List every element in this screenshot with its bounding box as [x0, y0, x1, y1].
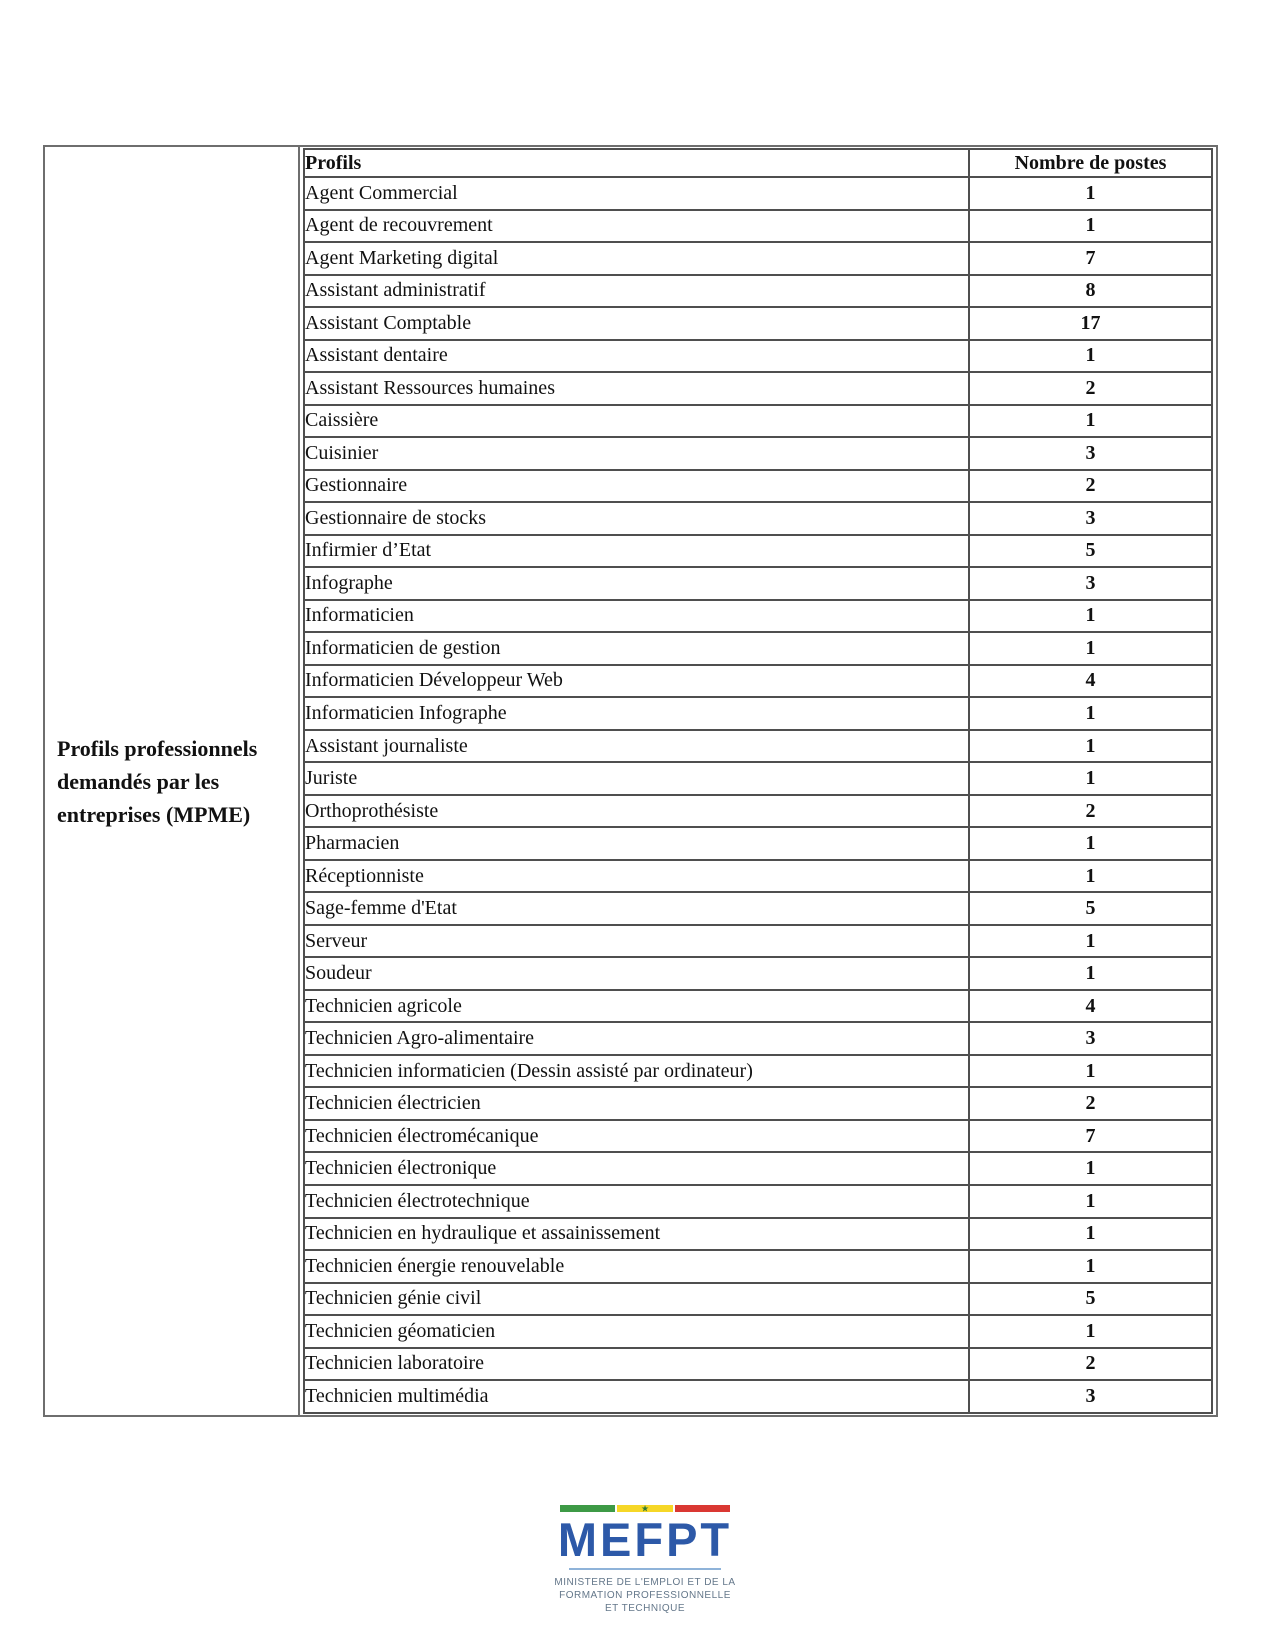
post-count-cell: 1: [969, 697, 1212, 730]
post-count-cell: 3: [969, 502, 1212, 535]
post-count-cell: 2: [969, 1348, 1212, 1381]
ministry-name: [495, 1576, 795, 1615]
table-row: [304, 1087, 1212, 1120]
profile-name-cell: Soudeur: [304, 957, 969, 990]
table-row: [304, 1218, 1212, 1251]
profile-name-cell: Technicien informaticien (Dessin assisté par ordinateur): [304, 1055, 969, 1088]
post-count-cell: 1: [969, 210, 1212, 243]
profile-name-cell: Technicien électrotechnique: [304, 1185, 969, 1218]
profile-name-cell: Technicien électricien: [304, 1087, 969, 1120]
table-row: [304, 892, 1212, 925]
profile-name-cell: Caissière: [304, 405, 969, 438]
post-count-cell: 2: [969, 372, 1212, 405]
profile-name-cell: Technicien génie civil: [304, 1283, 969, 1316]
table-body: [304, 177, 1212, 1413]
profile-name-cell: Technicien en hydraulique et assainissement: [304, 1218, 969, 1251]
table-row: [304, 405, 1212, 438]
post-count-cell: 5: [969, 535, 1212, 568]
table-row: [304, 1315, 1212, 1348]
post-count-cell: 1: [969, 730, 1212, 763]
post-count-cell: 1: [969, 1315, 1212, 1348]
table-row: [304, 1055, 1212, 1088]
section-label-cell: [45, 147, 300, 1415]
table-row: [304, 567, 1212, 600]
profile-name-cell: Technicien laboratoire: [304, 1348, 969, 1381]
table-row: [304, 1283, 1212, 1316]
post-count-cell: 7: [969, 242, 1212, 275]
post-count-cell: 4: [969, 990, 1212, 1023]
table-row: [304, 860, 1212, 893]
profile-name-cell: Technicien électronique: [304, 1152, 969, 1185]
post-count-cell: 1: [969, 405, 1212, 438]
flag-star-icon: ★: [640, 1502, 650, 1513]
post-count-cell: 1: [969, 1218, 1212, 1251]
table-row: [304, 535, 1212, 568]
table-row: [304, 1120, 1212, 1153]
table-row: [304, 990, 1212, 1023]
table-row: [304, 632, 1212, 665]
post-count-cell: 3: [969, 1022, 1212, 1055]
profile-name-cell: Technicien multimédia: [304, 1380, 969, 1413]
profile-name-cell: Réceptionniste: [304, 860, 969, 893]
table-row: [304, 925, 1212, 958]
ministry-line-1: MINISTERE DE L'EMPLOI ET DE LA: [554, 1577, 736, 1588]
profile-name-cell: Pharmacien: [304, 827, 969, 860]
profile-name-cell: Infographe: [304, 567, 969, 600]
profile-name-cell: Orthoprothésiste: [304, 795, 969, 828]
table-row: [304, 177, 1212, 210]
profile-name-cell: Assistant Comptable: [304, 307, 969, 340]
table-row: [304, 827, 1212, 860]
table-row: [304, 307, 1212, 340]
post-count-cell: 1: [969, 827, 1212, 860]
nested-table-cell: [300, 147, 1216, 1415]
post-count-cell: 1: [969, 1185, 1212, 1218]
post-count-cell: 5: [969, 1283, 1212, 1316]
profile-name-cell: Informaticien Développeur Web: [304, 665, 969, 698]
post-count-cell: 1: [969, 1250, 1212, 1283]
logo-divider: [569, 1568, 721, 1570]
post-count-cell: 7: [969, 1120, 1212, 1153]
table-row: [304, 470, 1212, 503]
column-header-profils: Profils: [304, 149, 969, 177]
post-count-cell: 3: [969, 1380, 1212, 1413]
profile-name-cell: Assistant dentaire: [304, 340, 969, 373]
post-count-cell: 5: [969, 892, 1212, 925]
flag-yellow-segment: [617, 1502, 672, 1513]
table-row: [304, 957, 1212, 990]
post-count-cell: 1: [969, 957, 1212, 990]
profile-name-cell: Informaticien: [304, 600, 969, 633]
table-row: [304, 1250, 1212, 1283]
profile-name-cell: Assistant Ressources humaines: [304, 372, 969, 405]
post-count-cell: 1: [969, 762, 1212, 795]
profile-name-cell: Juriste: [304, 762, 969, 795]
section-label-text: Profils professionnels demandés par les entreprises (MPME): [57, 735, 258, 827]
table-row: [304, 242, 1212, 275]
post-count-cell: 1: [969, 177, 1212, 210]
profile-name-cell: Agent de recouvrement: [304, 210, 969, 243]
table-header: [304, 149, 1212, 177]
senegal-flag-bar-icon: [560, 1502, 730, 1513]
profile-name-cell: Gestionnaire: [304, 470, 969, 503]
profile-name-cell: Assistant journaliste: [304, 730, 969, 763]
profile-name-cell: Technicien Agro-alimentaire: [304, 1022, 969, 1055]
table-row: [304, 762, 1212, 795]
profile-name-cell: Cuisinier: [304, 437, 969, 470]
table-row: [304, 275, 1212, 308]
table-row: [304, 1152, 1212, 1185]
post-count-cell: 2: [969, 470, 1212, 503]
table-row: [304, 1380, 1212, 1413]
post-count-cell: 2: [969, 1087, 1212, 1120]
table-row: [304, 730, 1212, 763]
post-count-cell: 2: [969, 795, 1212, 828]
table-row: [304, 697, 1212, 730]
profile-name-cell: Agent Marketing digital: [304, 242, 969, 275]
table-row: [304, 502, 1212, 535]
ministry-line-3: ET TECHNIQUE: [604, 1603, 686, 1614]
mefpt-acronym: MEFPT: [557, 1513, 733, 1566]
profile-name-cell: Assistant administratif: [304, 275, 969, 308]
profiles-table-container: [43, 145, 1218, 1417]
post-count-cell: 1: [969, 632, 1212, 665]
profile-name-cell: Technicien électromécanique: [304, 1120, 969, 1153]
post-count-cell: 17: [969, 307, 1212, 340]
post-count-cell: 1: [969, 600, 1212, 633]
table-header-row: [304, 149, 1212, 177]
table-row: [304, 1348, 1212, 1381]
table-row: [304, 372, 1212, 405]
flag-red-segment: [675, 1505, 730, 1512]
table-row: [304, 210, 1212, 243]
profile-name-cell: Informaticien de gestion: [304, 632, 969, 665]
post-count-cell: 3: [969, 437, 1212, 470]
post-count-cell: 1: [969, 1055, 1212, 1088]
post-count-cell: 3: [969, 567, 1212, 600]
post-count-cell: 4: [969, 665, 1212, 698]
table-row: [304, 437, 1212, 470]
profile-name-cell: Serveur: [304, 925, 969, 958]
flag-green-segment: [560, 1505, 615, 1512]
profile-name-cell: Agent Commercial: [304, 177, 969, 210]
profile-name-cell: Informaticien Infographe: [304, 697, 969, 730]
table-row: [304, 340, 1212, 373]
profile-name-cell: Technicien géomaticien: [304, 1315, 969, 1348]
profile-name-cell: Sage-femme d'Etat: [304, 892, 969, 925]
post-count-cell: 1: [969, 1152, 1212, 1185]
post-count-cell: 1: [969, 925, 1212, 958]
column-header-nombre-de-postes: Nombre de postes: [969, 149, 1212, 177]
ministry-line-2: FORMATION PROFESSIONNELLE: [559, 1590, 731, 1601]
mefpt-logo: [495, 1502, 795, 1615]
profile-name-cell: Technicien énergie renouvelable: [304, 1250, 969, 1283]
table-row: [304, 600, 1212, 633]
profiles-table: [303, 148, 1213, 1414]
table-row: [304, 665, 1212, 698]
profile-name-cell: Infirmier d’Etat: [304, 535, 969, 568]
post-count-cell: 1: [969, 860, 1212, 893]
table-row: [304, 795, 1212, 828]
post-count-cell: 8: [969, 275, 1212, 308]
profile-name-cell: Technicien agricole: [304, 990, 969, 1023]
profile-name-cell: Gestionnaire de stocks: [304, 502, 969, 535]
table-row: [304, 1022, 1212, 1055]
post-count-cell: 1: [969, 340, 1212, 373]
table-row: [304, 1185, 1212, 1218]
